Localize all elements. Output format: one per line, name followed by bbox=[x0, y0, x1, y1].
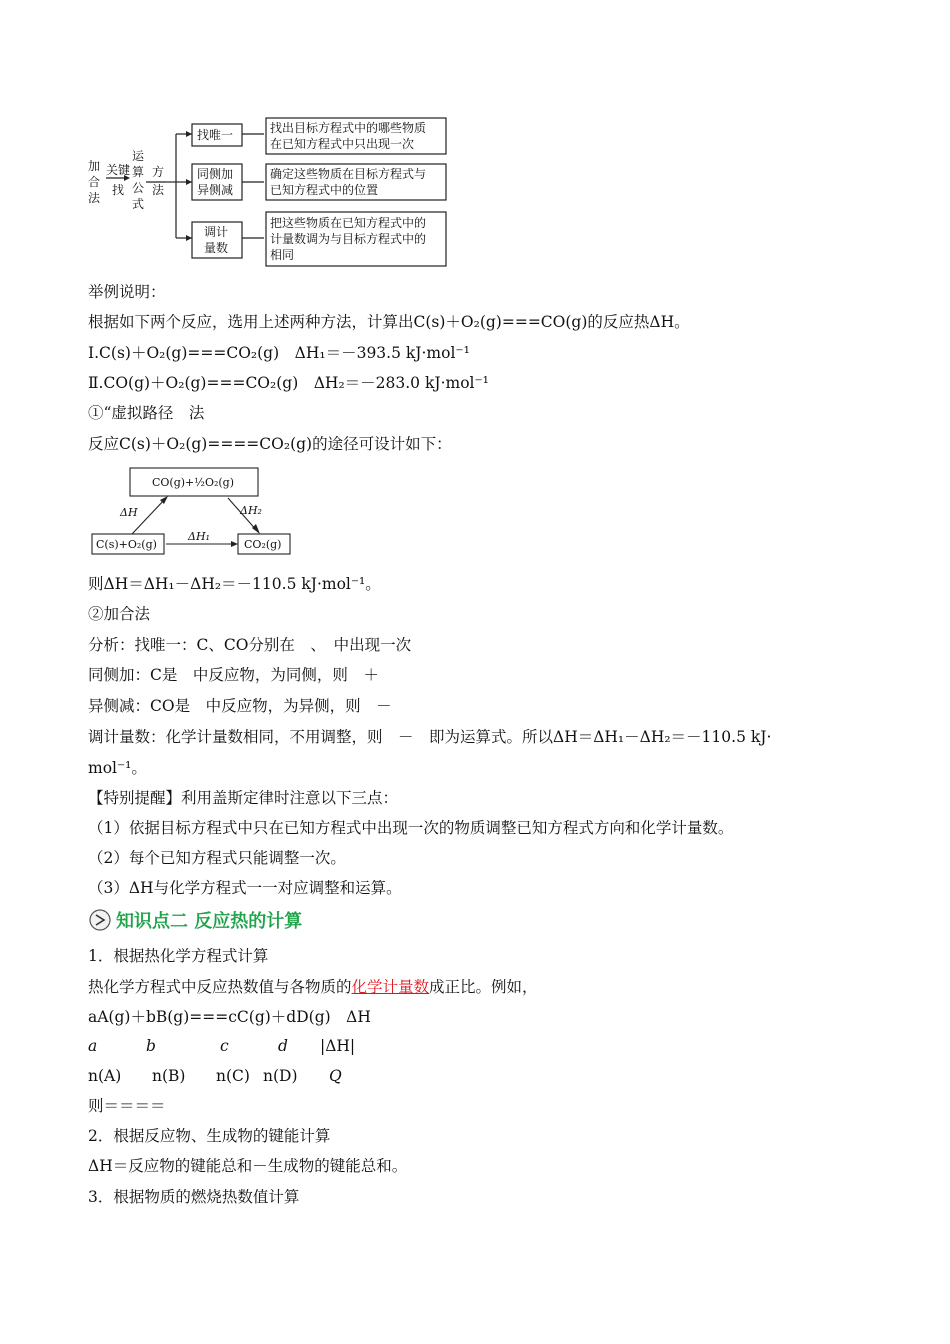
flow-box1: 找唯一 bbox=[197, 128, 234, 142]
flow-find: 找 bbox=[112, 183, 125, 197]
flow-root-2: 合 bbox=[88, 175, 101, 189]
coef-a: a bbox=[88, 1037, 98, 1055]
reaction-2: Ⅱ.CO(g)＋O₂(g)===CO₂(g) ΔH₂＝－283.0 kJ·mol⁻¹ bbox=[88, 374, 489, 392]
analysis-5: mol⁻¹。 bbox=[88, 759, 147, 777]
flow-root-3: 法 bbox=[88, 191, 101, 205]
coef-b: b bbox=[146, 1037, 156, 1055]
flow-desc2b: 已知方程式中的位置 bbox=[270, 183, 379, 197]
diagram-right: CO₂(g) bbox=[244, 538, 282, 551]
flow-desc1a: 找出目标方程式中的哪些物质 bbox=[270, 121, 427, 135]
s1-text-post: 成正比。例如， bbox=[429, 978, 538, 996]
flow-box2b: 异侧减 bbox=[197, 183, 234, 197]
analysis-4: 调计量数：化学计量数相同，不用调整，则 － 即为运算式。所以ΔH＝ΔH₁－ΔH₂＝－110.5 kJ· bbox=[88, 728, 772, 746]
path-result: 则ΔH＝ΔH₁－ΔH₂＝－110.5 kJ·mol⁻¹。 bbox=[88, 575, 381, 593]
coef-d: d bbox=[278, 1037, 288, 1055]
example-title: 举例说明： bbox=[88, 283, 166, 301]
s3-title: 3．根据物质的燃烧热数值计算 bbox=[88, 1188, 300, 1206]
flow-calc-1: 运 bbox=[132, 149, 145, 163]
flow-method-2: 法 bbox=[152, 183, 165, 197]
intro-text: 根据如下两个反应，选用上述两种方法，计算出C(s)＋O₂(g)===CO(g)的反应热ΔH。 bbox=[88, 313, 690, 331]
tip-1: （1）依据目标方程式中只在已知方程式中出现一次的物质调整已知方程式方向和化学计量数。 bbox=[88, 819, 734, 837]
tip-2: （2）每个已知方程式只能调整一次。 bbox=[88, 849, 346, 867]
method-flowchart bbox=[84, 112, 454, 272]
flow-box2a: 同侧加 bbox=[197, 167, 234, 181]
s2-text: ΔH＝反应物的键能总和－生成物的键能总和。 bbox=[88, 1157, 408, 1175]
general-equation: aA(g)＋bB(g)===cC(g)＋dD(g) ΔH bbox=[88, 1008, 371, 1026]
then-line: 则＝＝＝＝ bbox=[88, 1097, 166, 1115]
s1-text-pre: 热化学方程式中反应热数值与各物质的 bbox=[88, 978, 352, 996]
flow-key: 关键 bbox=[106, 163, 131, 177]
s1-title: 1．根据热化学方程式计算 bbox=[88, 947, 269, 965]
flow-calc-4: 式 bbox=[132, 197, 145, 211]
reaction-1: Ⅰ.C(s)＋O₂(g)===CO₂(g) ΔH₁＝－393.5 kJ·mol⁻¹ bbox=[88, 344, 470, 362]
flow-desc1b: 在已知方程式中只出现一次 bbox=[270, 137, 415, 151]
tip-3: （3）ΔH与化学方程式一一对应调整和运算。 bbox=[88, 879, 402, 897]
flow-desc2a: 确定这些物质在目标方程式与 bbox=[270, 167, 427, 181]
diagram-dh2: ΔH₂ bbox=[240, 504, 262, 517]
s2-title: 2．根据反应物、生成物的键能计算 bbox=[88, 1127, 331, 1145]
flow-box3a: 调计 bbox=[204, 225, 229, 239]
flow-calc-3: 公 bbox=[132, 181, 145, 195]
s1-text bbox=[88, 977, 538, 997]
s1-text-highlight: 化学计量数 bbox=[351, 978, 430, 996]
section-arrow-icon bbox=[88, 908, 112, 932]
method-1-title: ①“虚拟路径 法 bbox=[88, 404, 205, 422]
flow-calc-2: 算 bbox=[132, 165, 145, 179]
flow-root-1: 加 bbox=[88, 159, 101, 173]
diagram-left: C(s)+O₂(g) bbox=[96, 538, 157, 551]
diagram-dh1: ΔH₁ bbox=[188, 530, 210, 543]
analysis-3: 异侧减：CO是 中反应物，为异侧，则 － bbox=[88, 697, 392, 715]
flow-desc3b: 计量数调为与目标方程式中的 bbox=[270, 232, 427, 246]
flow-box3b: 量数 bbox=[204, 241, 229, 255]
mol-c: n(C) bbox=[216, 1067, 250, 1085]
tip-title: 【特别提醒】利用盖斯定律时注意以下三点： bbox=[88, 789, 399, 807]
diagram-dh: ΔH bbox=[120, 506, 138, 519]
flow-method-1: 方 bbox=[152, 165, 165, 179]
mol-d: n(D) bbox=[263, 1067, 298, 1085]
mol-a: n(A) bbox=[88, 1067, 122, 1085]
path-diagram bbox=[88, 464, 298, 560]
analysis-2: 同侧加：C是 中反应物，为同侧，则 ＋ bbox=[88, 666, 379, 684]
method-2-title: ②加合法 bbox=[88, 605, 151, 623]
section-title: 知识点二 反应热的计算 bbox=[116, 911, 303, 932]
analysis-1: 分析：找唯一：C、CO分别在 、 中出现一次 bbox=[88, 636, 412, 654]
coef-dh: |ΔH| bbox=[320, 1037, 356, 1055]
diagram-top: CO(g)+½O₂(g) bbox=[152, 476, 234, 489]
flow-desc3a: 把这些物质在已知方程式中的 bbox=[270, 216, 427, 230]
path-intro: 反应C(s)＋O₂(g)====CO₂(g)的途径可设计如下： bbox=[88, 435, 452, 453]
mol-b: n(B) bbox=[152, 1067, 186, 1085]
heat-q: Q bbox=[329, 1067, 342, 1085]
flow-desc3c: 相同 bbox=[270, 248, 295, 262]
coef-c: c bbox=[220, 1037, 229, 1055]
